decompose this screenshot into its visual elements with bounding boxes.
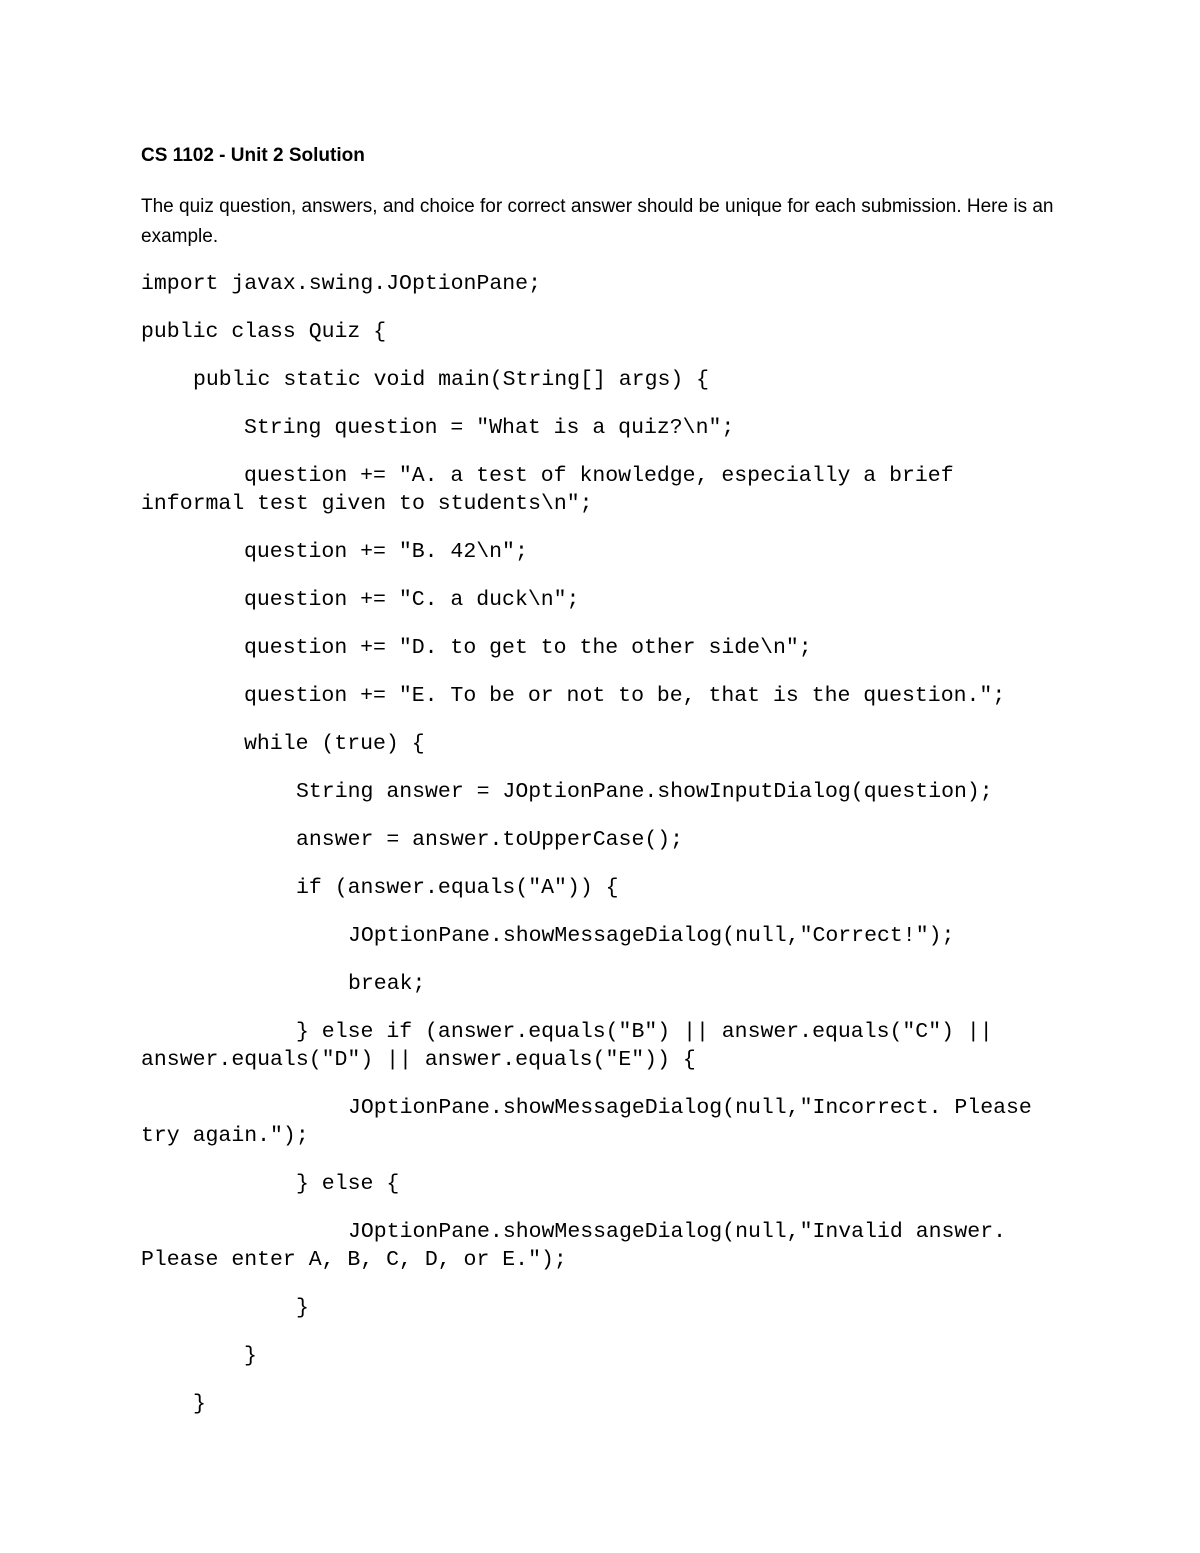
code-line: JOptionPane.showMessageDialog(null,"Incorrect. Please try again."); xyxy=(141,1096,1045,1148)
code-line: while (true) { xyxy=(244,732,425,756)
code-line: question += "C. a duck\n"; xyxy=(244,588,580,612)
code-line: question += "B. 42\n"; xyxy=(244,540,528,564)
code-block xyxy=(141,270,1061,1438)
code-line: String answer = JOptionPane.showInputDialog(question); xyxy=(296,780,993,804)
code-line: } else if (answer.equals("B") || answer.equals("C") || answer.equals("D") || answer.equals("E")) { xyxy=(141,1020,1006,1072)
code-line: import javax.swing.JOptionPane; xyxy=(141,272,541,296)
code-line: } xyxy=(193,1392,206,1416)
code-line: public class Quiz { xyxy=(141,320,387,344)
code-line: JOptionPane.showMessageDialog(null,"Invalid answer. Please enter A, B, C, D, or E."); xyxy=(141,1220,1019,1272)
code-line: } xyxy=(296,1296,309,1320)
code-line: public static void main(String[] args) { xyxy=(193,368,710,392)
code-line: } xyxy=(244,1344,257,1368)
code-line: String question = "What is a quiz?\n"; xyxy=(244,416,735,440)
code-line: question += "D. to get to the other side\n"; xyxy=(244,636,812,660)
code-line: question += "A. a test of knowledge, especially a brief informal test given to students\n"; xyxy=(141,464,967,516)
code-line: JOptionPane.showMessageDialog(null,"Correct!"); xyxy=(348,924,955,948)
code-line: } else { xyxy=(296,1172,400,1196)
intro-paragraph: The quiz question, answers, and choice for correct answer should be unique for each submission. Here is an example. xyxy=(141,196,1054,247)
document-title: CS 1102 - Unit 2 Solution xyxy=(141,145,365,166)
code-line: question += "E. To be or not to be, that is the question."; xyxy=(244,684,1006,708)
code-line: break; xyxy=(348,972,426,996)
code-line: if (answer.equals("A")) { xyxy=(296,876,619,900)
code-line: answer = answer.toUpperCase(); xyxy=(296,828,684,852)
